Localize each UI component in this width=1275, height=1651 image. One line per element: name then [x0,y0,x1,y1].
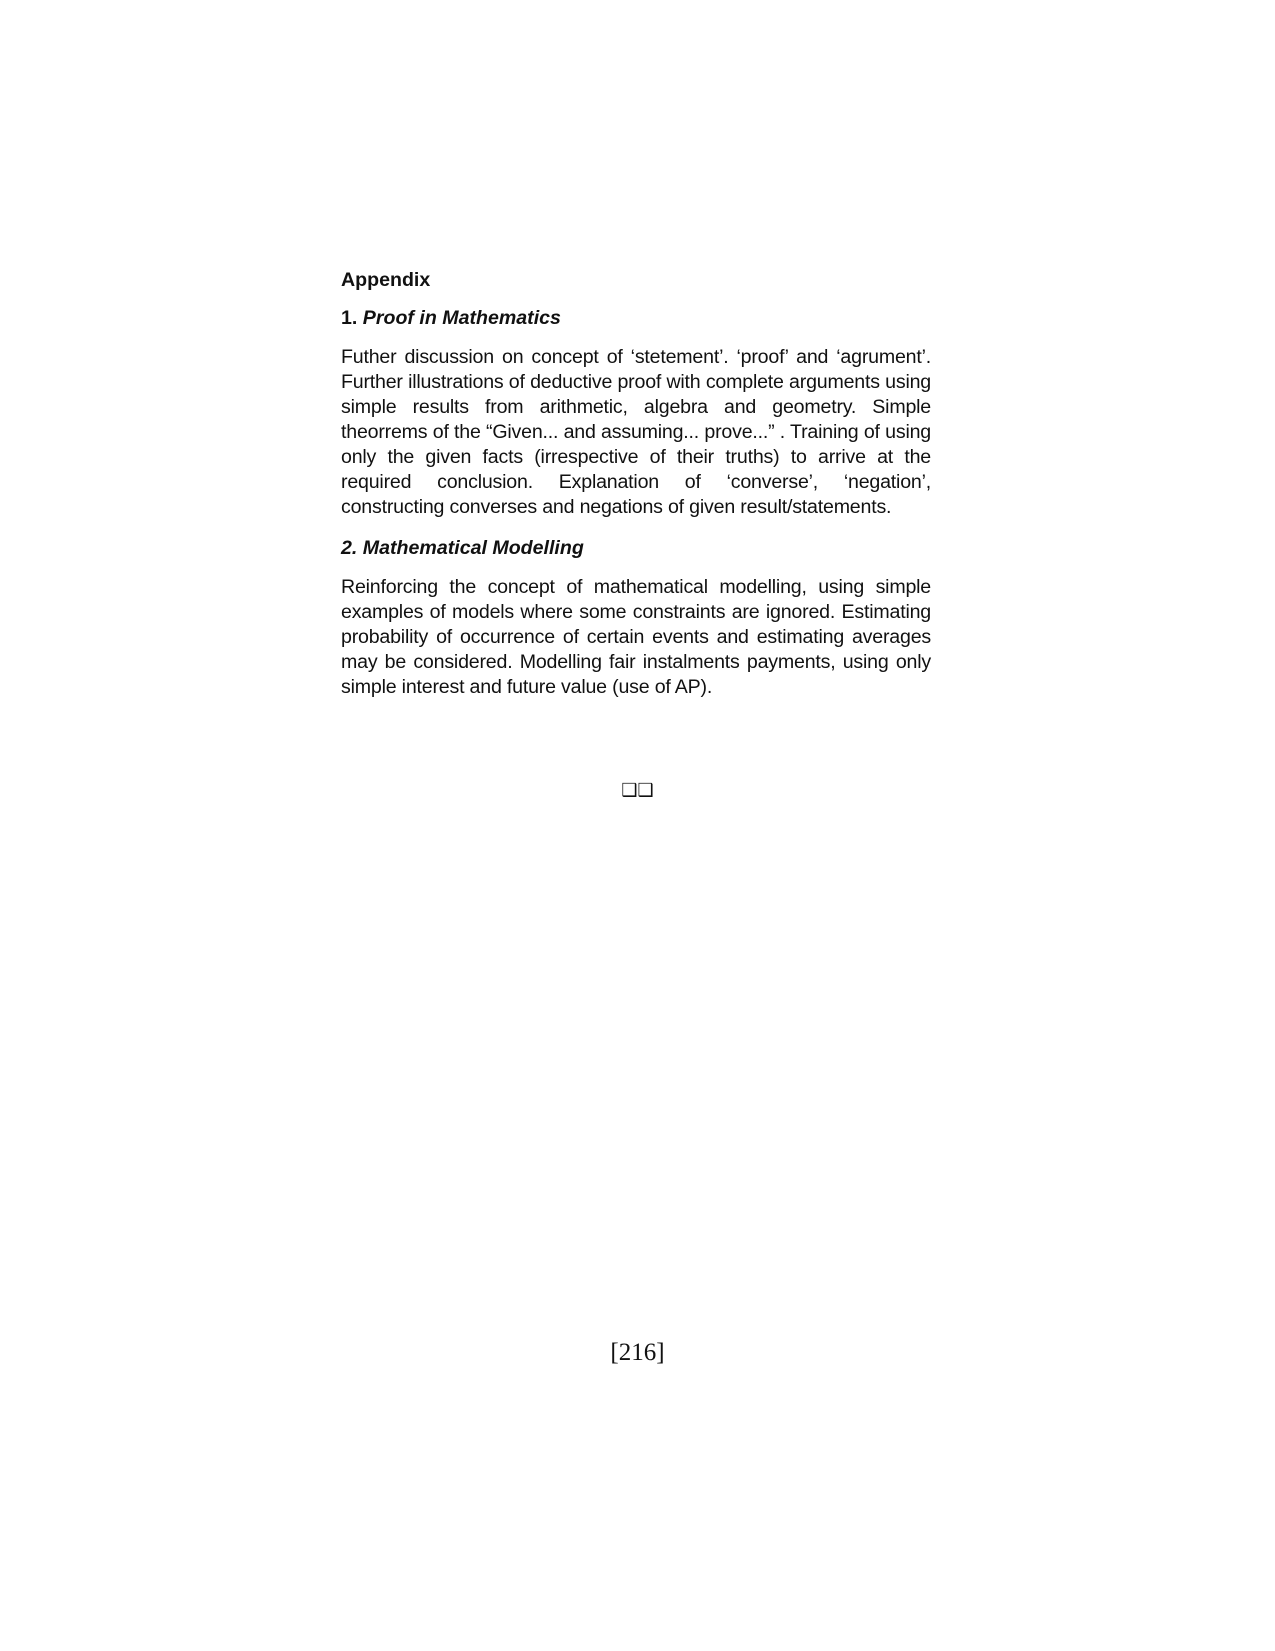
section-2-title: Mathematical Modelling [362,537,584,559]
section-1-heading [341,306,931,330]
section-2-body: Reinforcing the concept of mathematical modelling, using simple examples of models where some constraints are ignored. Estimating probability of occurrence of certain events and estimating averages may be considered. Modelling fair instalments payments, using only simple interest and future value (use of AP). [341,576,931,698]
page-number: [216] [610,1339,665,1366]
end-of-section-mark: ❑❑ [621,780,654,801]
section-1-body: Futher discussion on concept of ‘stetement’. ‘proof’ and ‘agrument’. Further illustrations of deductive proof with complete arguments using simple results from arithmetic, algebra and geometry. Simple theorrems of the “Given... and assuming... prove...” . Training of using only the given facts (irrespective of their truths) to arrive at the required conclusion. Explanation of ‘converse’, ‘negation’, constructing converses and negations of given result/statements. [341,346,931,518]
appendix-heading: Appendix [341,269,431,291]
section-2-heading [341,536,931,560]
section-1-title: Proof in Mathematics [362,307,561,329]
section-1-number: 1. [341,307,358,329]
appendix-content [341,268,931,716]
section-2-number: 2. [341,537,358,559]
